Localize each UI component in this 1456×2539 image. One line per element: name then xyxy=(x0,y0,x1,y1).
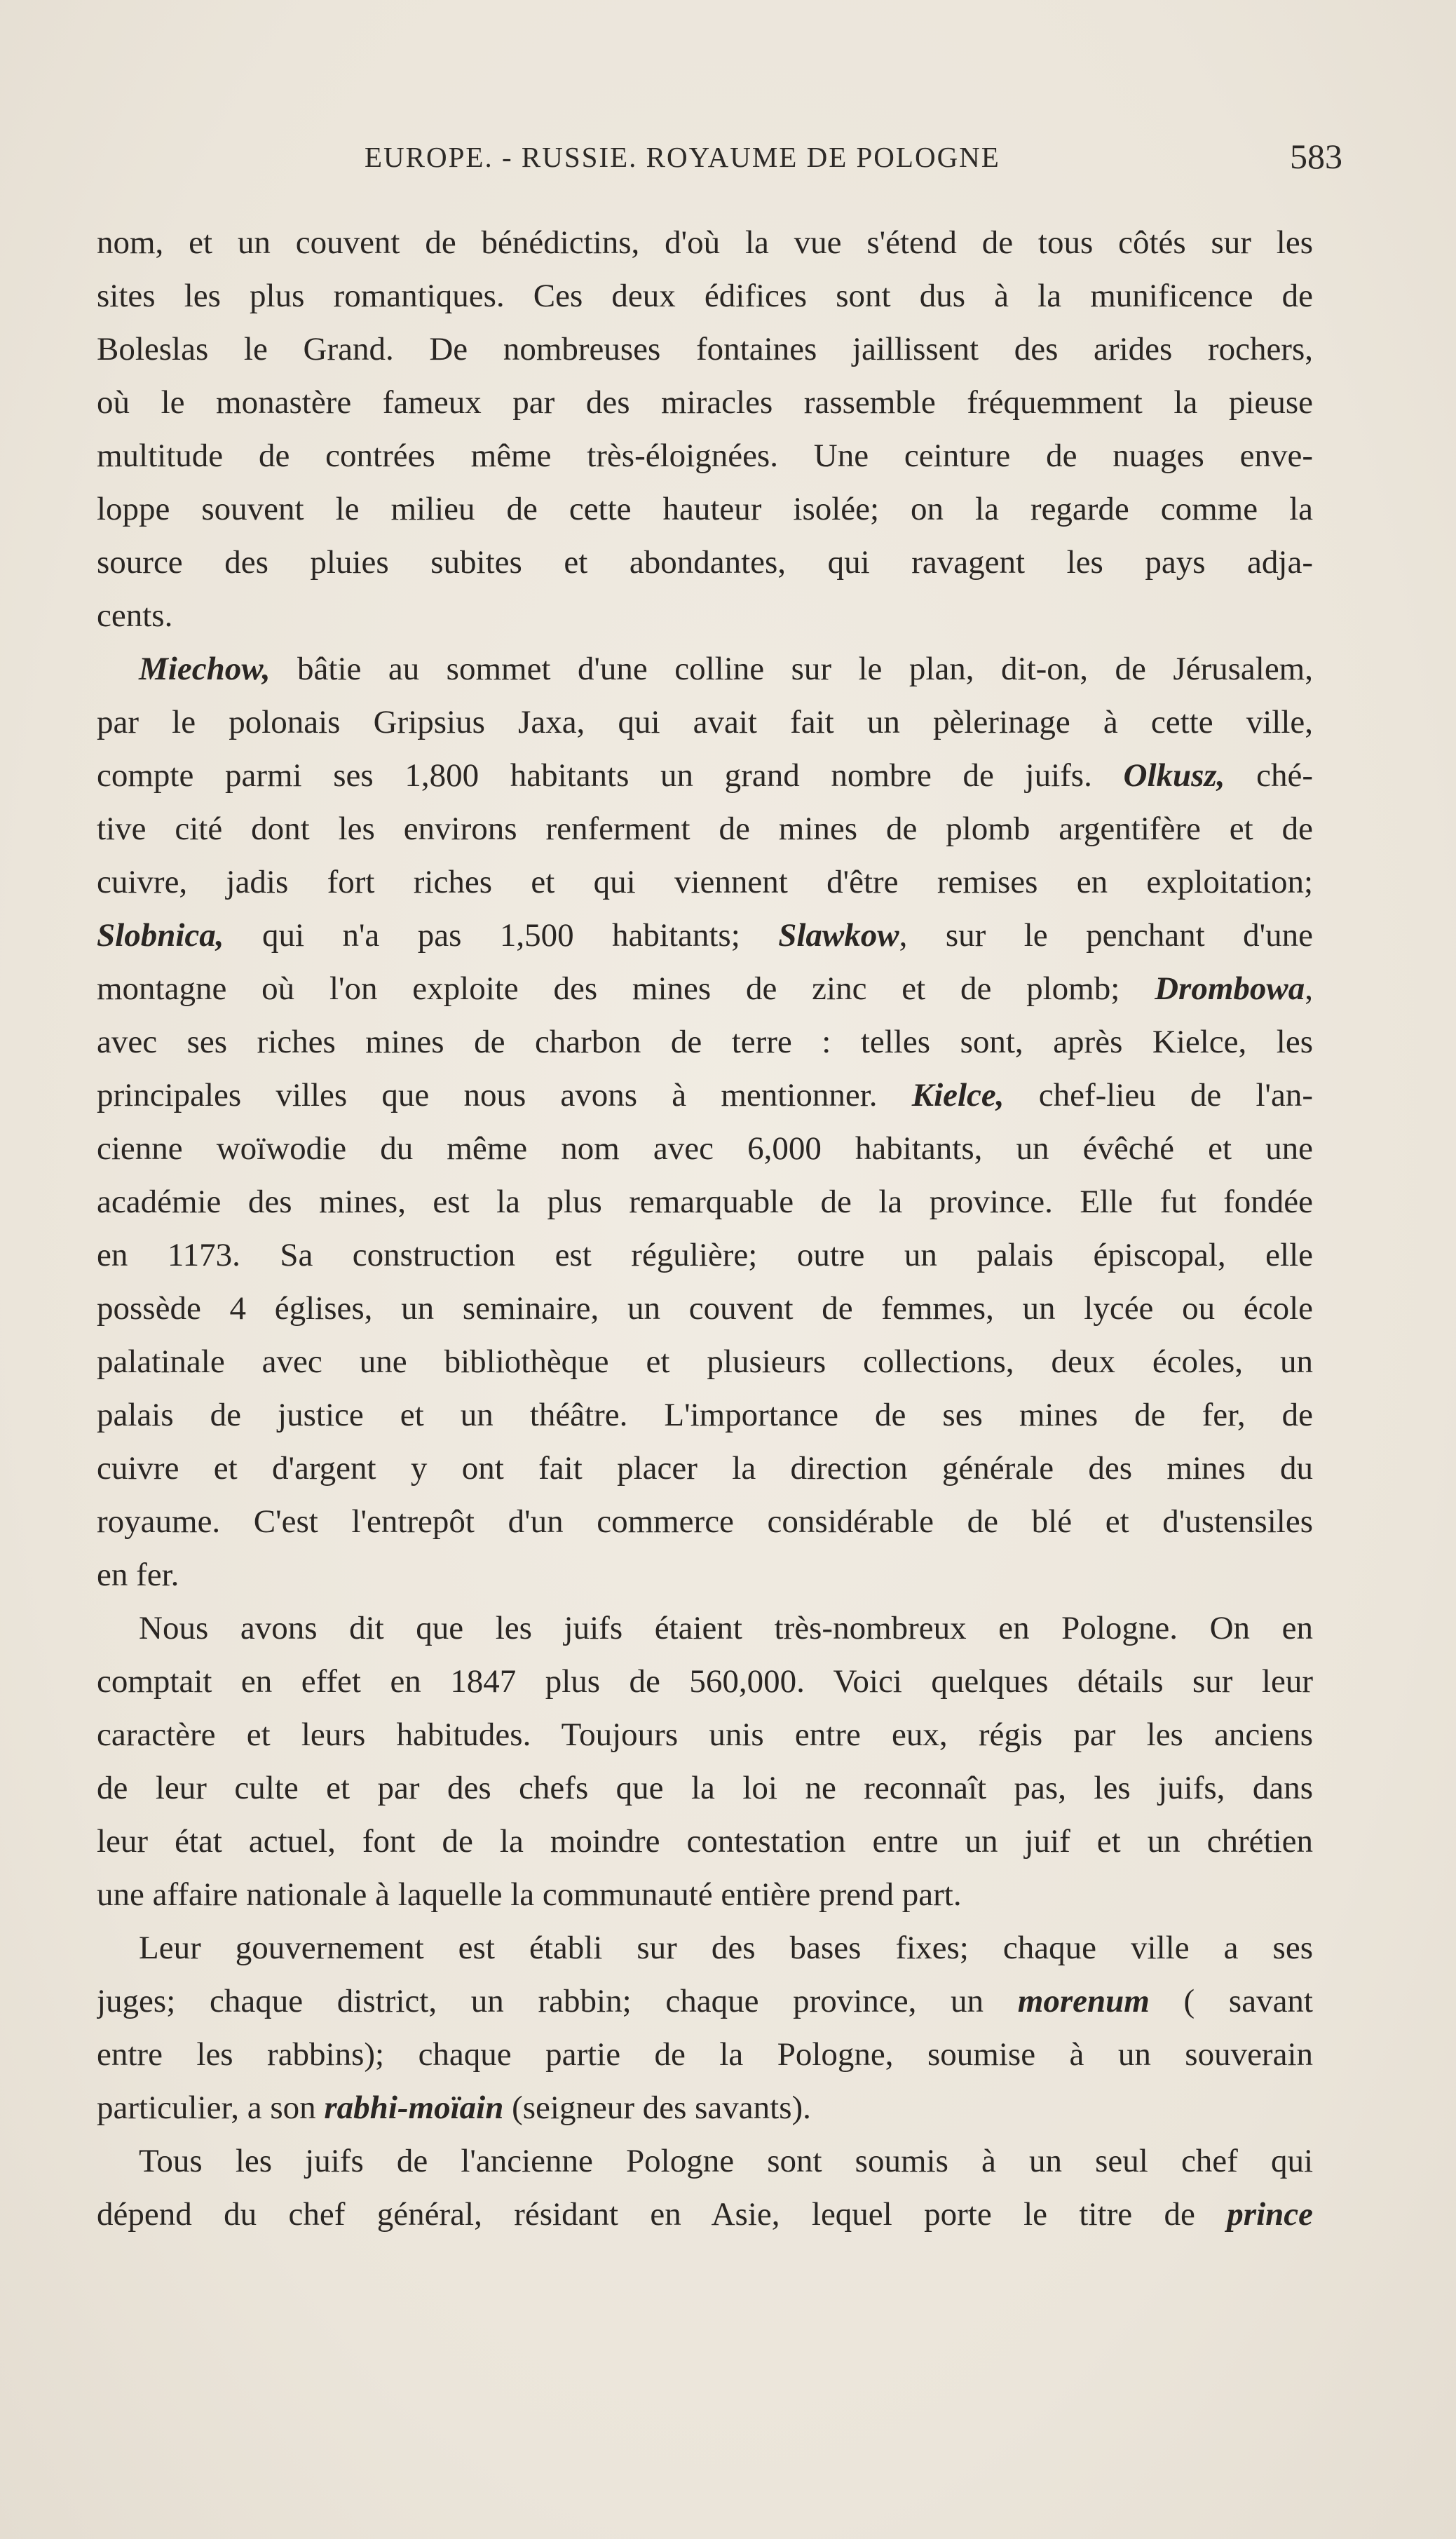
place-name-kielce: Kielce, xyxy=(911,1077,1005,1113)
text-line: de leur culte et par des chefs que la loi ne reconnaît pas, les juifs, dans xyxy=(97,1770,1313,1806)
text-line: dépend du chef général, résidant en Asie, lequel porte le titre de prince xyxy=(97,2196,1313,2233)
text-line: loppe souvent le milieu de cette hauteur isolée; on la regarde comme la xyxy=(97,491,1313,527)
text-line: Boleslas le Grand. De nombreuses fontaines jaillissent des arides rochers, xyxy=(97,331,1313,367)
text-line: en fer. xyxy=(97,1557,179,1593)
term-morenum: morenum xyxy=(1017,1983,1150,2019)
text-line: académie des mines, est la plus remarquable de la province. Elle fut fondée xyxy=(97,1184,1313,1220)
text-line: avec ses riches mines de charbon de terre : telles sont, après Kielce, les xyxy=(97,1024,1313,1060)
place-name-drombowa: Drombowa xyxy=(1155,970,1305,1007)
text-line: royaume. C'est l'entrepôt d'un commerce considérable de blé et d'ustensiles xyxy=(97,1503,1313,1540)
text-line: où le monastère fameux par des miracles rassemble fréquemment la pieuse xyxy=(97,384,1313,421)
place-name-slobnica: Slobnica, xyxy=(97,917,224,954)
text-line: cents. xyxy=(97,597,173,634)
text-line: source des pluies subites et abondantes, qui ravagent les pays adja- xyxy=(97,544,1313,581)
running-title: EUROPE. - RUSSIE. ROYAUME DE POLOGNE xyxy=(365,141,1000,173)
text-line: tive cité dont les environs renferment de mines de plomb argentifère et de xyxy=(97,811,1313,847)
body-text xyxy=(97,216,1313,2241)
place-name-miechow: Miechow, xyxy=(139,651,271,687)
text-line: palatinale avec une bibliothèque et plusieurs collections, deux écoles, un xyxy=(97,1343,1313,1380)
text-line: possède 4 églises, un seminaire, un couvent de femmes, un lycée ou école xyxy=(97,1290,1313,1327)
text-line: caractère et leurs habitudes. Toujours unis entre eux, régis par les anciens xyxy=(97,1717,1313,1753)
text-line: une affaire nationale à laquelle la communauté entière prend part. xyxy=(97,1876,962,1913)
text-line: nom, et un couvent de bénédictins, d'où la vue s'étend de tous côtés sur les xyxy=(97,224,1313,261)
text-line: montagne où l'on exploite des mines de zinc et de plomb; Drombowa, xyxy=(97,970,1313,1007)
text-line: comptait en effet en 1847 plus de 560,000. Voici quelques détails sur leur xyxy=(97,1663,1313,1700)
text-line: cienne woïwodie du même nom avec 6,000 habitants, un évêché et une xyxy=(97,1130,1313,1167)
text-line: multitude de contrées même très-éloignées. Une ceinture de nuages enve- xyxy=(97,438,1313,474)
text-line: compte parmi ses 1,800 habitants un grand nombre de juifs. Olkusz, ché- xyxy=(97,757,1313,794)
text-line: juges; chaque district, un rabbin; chaque province, un morenum ( savant xyxy=(97,1983,1313,2019)
text-line: sites les plus romantiques. Ces deux édifices sont dus à la munificence de xyxy=(97,278,1313,314)
text-line: entre les rabbins); chaque partie de la Pologne, soumise à un souverain xyxy=(97,2036,1313,2073)
text-line: cuivre, jadis fort riches et qui viennent d'être remises en exploitation; xyxy=(97,864,1313,900)
text-line: Miechow, bâtie au sommet d'une colline sur le plan, dit-on, de Jérusalem, xyxy=(139,651,1313,687)
term-prince: prince xyxy=(1227,2196,1313,2233)
place-name-slawkow: Slawkow xyxy=(778,917,899,954)
term-rabhi-moiain: rabhi-moïain xyxy=(324,2090,504,2126)
text-line: palais de justice et un théâtre. L'importance de ses mines de fer, de xyxy=(97,1397,1313,1433)
text-line: Leur gouvernement est établi sur des bases fixes; chaque ville a ses xyxy=(139,1930,1313,1966)
text-line: particulier, a son rabhi-moïain (seigneur des savants). xyxy=(97,2090,811,2126)
text-line: leur état actuel, font de la moindre contestation entre un juif et un chrétien xyxy=(97,1823,1313,1860)
text-line: Tous les juifs de l'ancienne Pologne sont soumis à un seul chef qui xyxy=(139,2143,1313,2179)
page-number: 583 xyxy=(1290,137,1342,176)
place-name-olkusz: Olkusz, xyxy=(1123,757,1225,794)
text-line: Nous avons dit que les juifs étaient très-nombreux en Pologne. On en xyxy=(139,1610,1313,1646)
text-line: par le polonais Gripsius Jaxa, qui avait fait un pèlerinage à cette ville, xyxy=(97,704,1313,740)
text-line: principales villes que nous avons à mentionner. Kielce, chef-lieu de l'an- xyxy=(97,1077,1313,1113)
page-header xyxy=(365,137,1342,182)
text-line: cuivre et d'argent y ont fait placer la direction générale des mines du xyxy=(97,1450,1313,1487)
text-line: en 1173. Sa construction est régulière; outre un palais épiscopal, elle xyxy=(97,1237,1313,1273)
text-line: Slobnica, qui n'a pas 1,500 habitants; Slawkow, sur le penchant d'une xyxy=(97,917,1313,954)
